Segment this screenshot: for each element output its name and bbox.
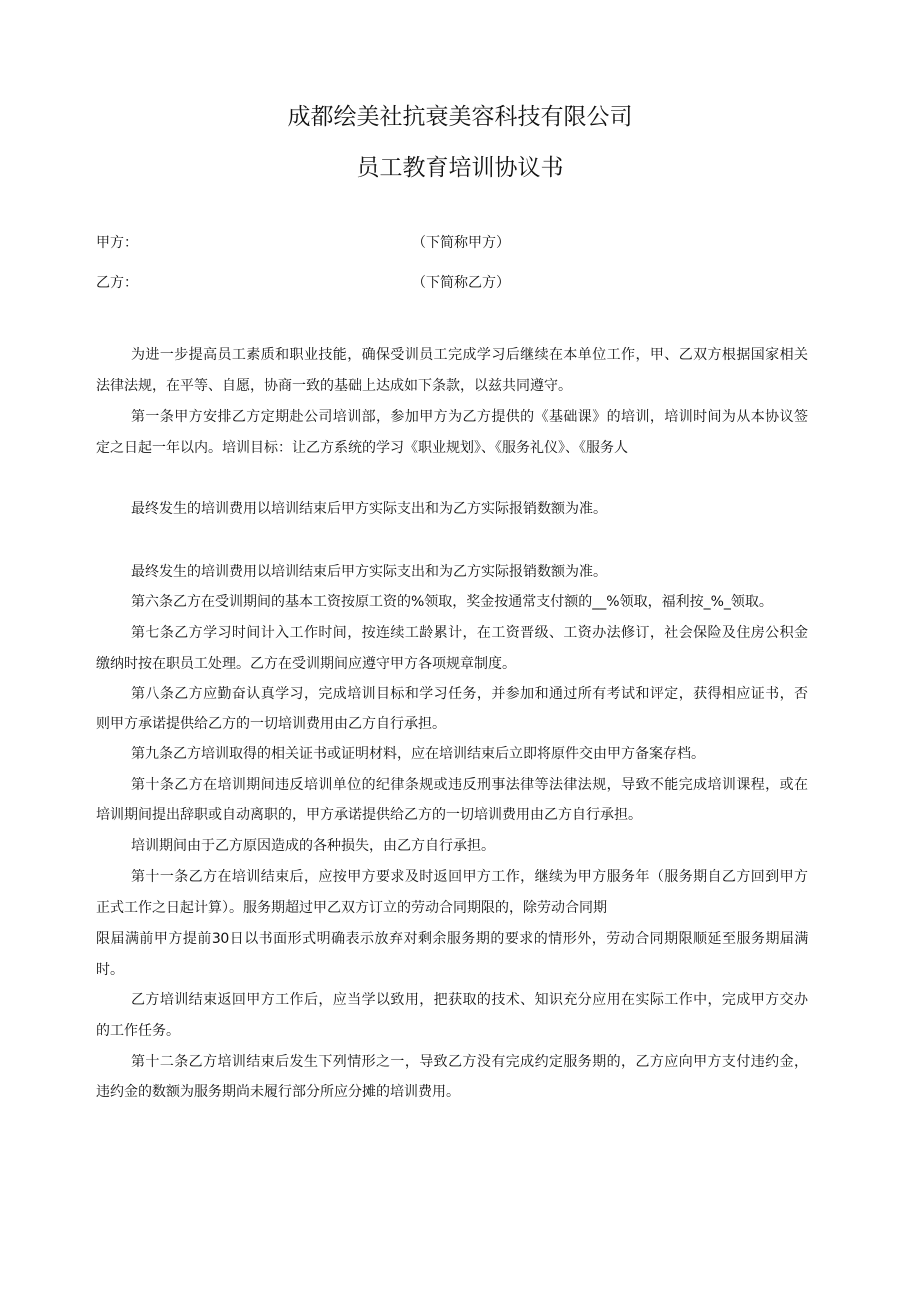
body-line: 最终发生的培训费用以培训结束后甲方实际支出和为乙方实际报销数额为准。 bbox=[131, 501, 607, 517]
body-line: 第七条乙方学习时间计入工作时间，按连续工龄累计，在工资晋级、工资办法修订，社会保险及住房公积金 bbox=[131, 625, 808, 641]
body-line: 培训期间提出辞职或自动离职的，甲方承诺提供给乙方的一切培训费用由乙方自行承担。 bbox=[96, 807, 642, 823]
body-line: 违约金的数额为服务期尚未履行部分所应分摊的培训费用。 bbox=[96, 1084, 460, 1100]
body-line: 缴纳时按在职员工处理。乙方在受训期间应遵守甲方各项规章制度。 bbox=[96, 656, 516, 672]
body-line: 第六条乙方在受训期间的基本工资按原工资的%领取，奖金按通常支付额的__%领取，福利按_%_领取。 bbox=[131, 594, 773, 610]
body-line: 第一条甲方安排乙方定期赴公司培训部，参加甲方为乙方提供的《基础课》的培训，培训时间为从本协议签 bbox=[131, 409, 808, 425]
body-line: 第十条乙方在培训期间违反培训单位的纪律条规或违反刑事法律等法律法规，导致不能完成培训课程，或在 bbox=[131, 777, 808, 793]
body-line: 最终发生的培训费用以培训结束后甲方实际支出和为乙方实际报销数额为准。 bbox=[131, 564, 607, 580]
party-b-note: （下简称乙方） bbox=[412, 275, 510, 291]
company-title: 成都绘美社抗衰美容科技有限公司 bbox=[287, 104, 633, 130]
body-line: 为进一步提高员工素质和职业技能，确保受训员工完成学习后继续在本单位工作，甲、乙双方根据国家相关 bbox=[131, 347, 808, 363]
body-line: 培训期间由于乙方原因造成的各种损失，由乙方自行承担。 bbox=[131, 838, 495, 854]
body-line: 时。 bbox=[96, 962, 124, 978]
party-a-label: 甲方： bbox=[96, 235, 138, 251]
party-b-label: 乙方： bbox=[96, 275, 138, 291]
body-line: 第十一条乙方在培训结束后，应按甲方要求及时返回甲方工作，继续为甲方服务年（服务期自乙方回到甲方 bbox=[131, 869, 808, 885]
body-line: 的工作任务。 bbox=[96, 1023, 180, 1039]
body-line: 正式工作之日起计算）。服务期超过甲乙双方订立的劳动合同期限的，除劳动合同期 bbox=[96, 900, 607, 916]
body-line: 第十二条乙方培训结束后发生下列情形之一，导致乙方没有完成约定服务期的，乙方应向甲方支付违约金， bbox=[131, 1054, 808, 1070]
body-line: 第八条乙方应勤奋认真学习，完成培训目标和学习任务，并参加和通过所有考试和评定，获得相应证书，否 bbox=[131, 686, 808, 702]
body-line: 第九条乙方培训取得的相关证书或证明材料，应在培训结束后立即将原件交由甲方备案存档。 bbox=[131, 746, 705, 762]
body-line: 法律法规，在平等、自愿，协商一致的基础上达成如下条款，以兹共同遵守。 bbox=[96, 378, 572, 394]
body-line: 定之日起一年以内。培训目标：让乙方系统的学习《职业规划》、《服务礼仪》、《服务人 bbox=[96, 440, 628, 456]
document-title: 员工教育培训协议书 bbox=[356, 155, 564, 181]
party-a-note: （下简称甲方） bbox=[412, 235, 510, 251]
body-line: 则甲方承诺提供给乙方的一切培训费用由乙方自行承担。 bbox=[96, 716, 446, 732]
body-line: 限届满前甲方提前30日以书面形式明确表示放弃对剩余服务期的要求的情形外，劳动合同期限顺延至服务期届满 bbox=[96, 931, 808, 947]
body-line: 乙方培训结束返回甲方工作后，应当学以致用，把获取的技术、知识充分应用在实际工作中，完成甲方交办 bbox=[131, 992, 808, 1008]
